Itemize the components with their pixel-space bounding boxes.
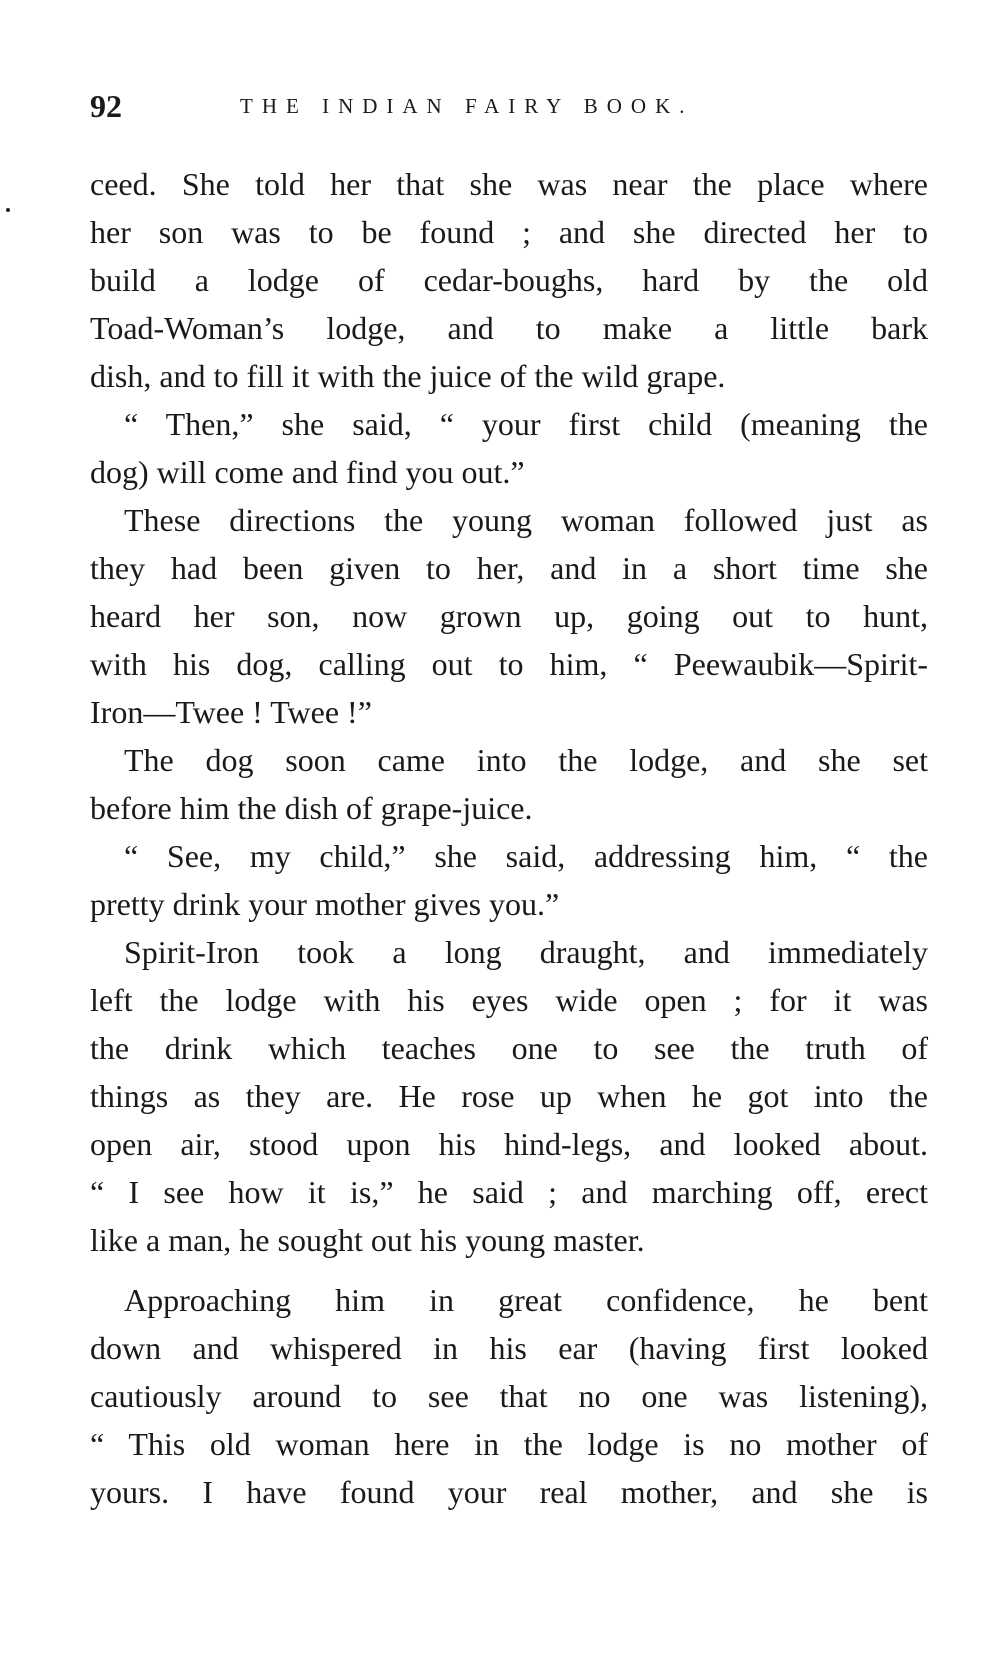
- text-line: down and whispered in his ear (having first looked: [90, 1330, 928, 1366]
- text-line: Spirit-Iron took a long draught, and immediately: [124, 934, 928, 970]
- text-line: her son was to be found ; and she directed her to: [90, 214, 928, 250]
- text-line: dish, and to fill it with the juice of the wild grape.: [90, 358, 726, 394]
- text-line: ceed. She told her that she was near the place where: [90, 166, 928, 202]
- text-line: the drink which teaches one to see the truth of: [90, 1030, 928, 1066]
- page-header: [90, 88, 930, 128]
- text-line: with his dog, calling out to him, “ Peewaubik—Spirit-: [90, 646, 928, 682]
- text-line: dog) will come and find you out.”: [90, 454, 525, 490]
- text-line: open air, stood upon his hind-legs, and looked about.: [90, 1126, 928, 1162]
- text-line: The dog soon came into the lodge, and she set: [124, 742, 928, 778]
- text-line: build a lodge of cedar-boughs, hard by the old: [90, 262, 928, 298]
- text-line: like a man, he sought out his young master.: [90, 1222, 645, 1258]
- text-line: Iron—Twee ! Twee !”: [90, 694, 372, 730]
- text-line: “ Then,” she said, “ your first child (meaning the: [124, 406, 928, 442]
- text-line: “ This old woman here in the lodge is no mother of: [90, 1426, 928, 1462]
- text-line: heard her son, now grown up, going out to hunt,: [90, 598, 928, 634]
- running-title: THE INDIAN FAIRY BOOK.: [240, 94, 694, 118]
- text-line: they had been given to her, and in a short time she: [90, 550, 928, 586]
- text-line: yours. I have found your real mother, and she is: [90, 1474, 928, 1510]
- text-line: things as they are. He rose up when he got into the: [90, 1078, 928, 1114]
- text-line: before him the dish of grape-juice.: [90, 790, 533, 826]
- body-text: [90, 160, 928, 1516]
- text-line: Toad-Woman’s lodge, and to make a little bark: [90, 310, 928, 346]
- margin-speck: [6, 208, 10, 212]
- text-line: pretty drink your mother gives you.”: [90, 886, 560, 922]
- page-number: 92: [90, 88, 122, 124]
- text-line: “ I see how it is,” he said ; and marching off, erect: [90, 1174, 928, 1210]
- text-line: left the lodge with his eyes wide open ; for it was: [90, 982, 928, 1018]
- text-line: These directions the young woman followed just as: [124, 502, 928, 538]
- text-line: Approaching him in great confidence, he bent: [124, 1282, 928, 1318]
- text-line: cautiously around to see that no one was listening),: [90, 1378, 928, 1414]
- text-line: “ See, my child,” she said, addressing him, “ the: [124, 838, 928, 874]
